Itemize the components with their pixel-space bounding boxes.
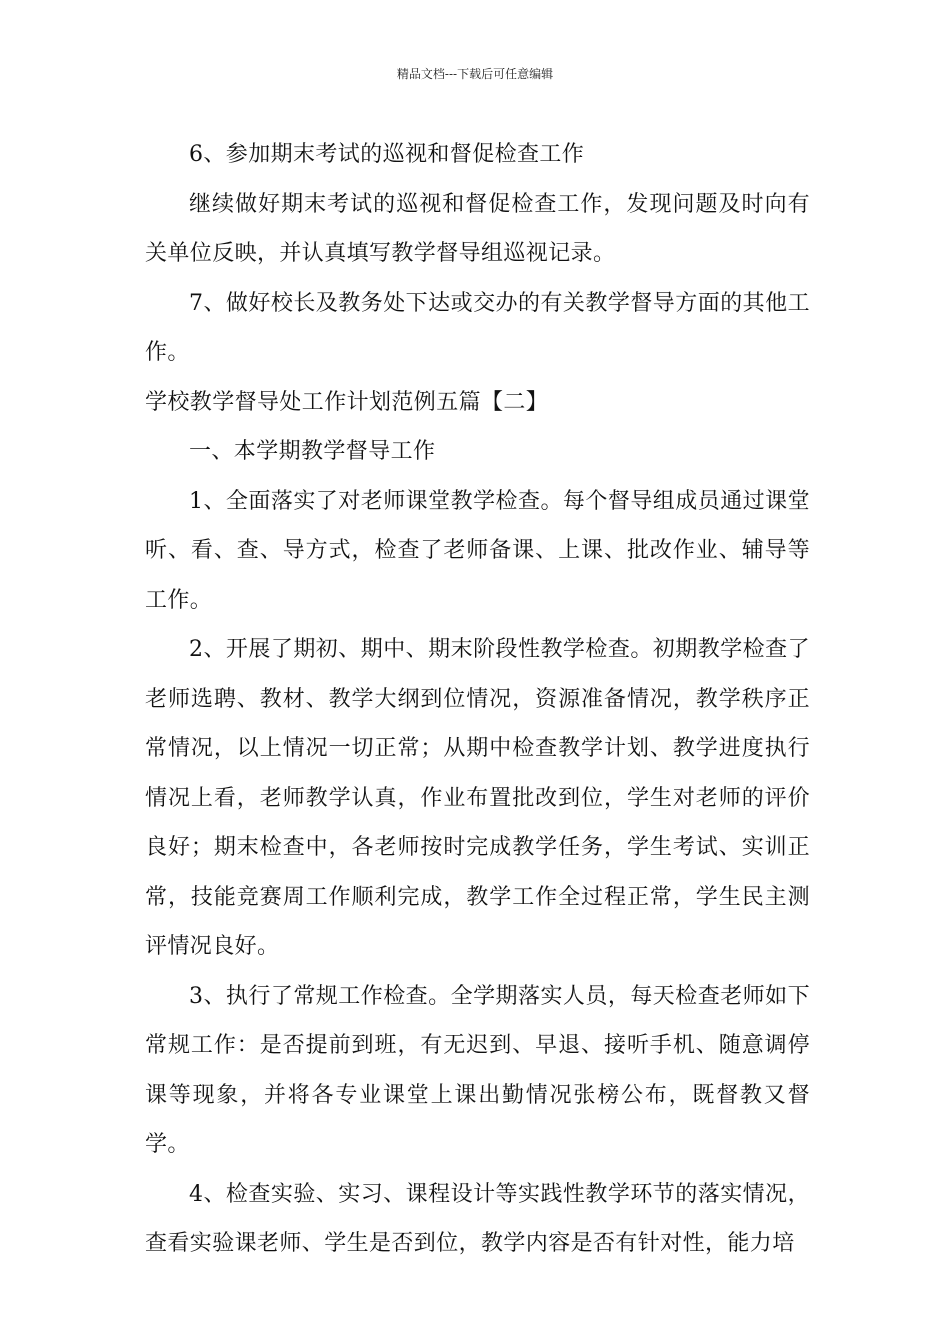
document-body (145, 130, 810, 1269)
subsection-heading: 一、本学期教学督导工作 (189, 439, 436, 464)
paragraph-item-7: 7、做好校长及教务处下达或交办的有关教学督导方面的其他工作。 (145, 290, 810, 365)
paragraph-point-3: 3、执行了常规工作检查。全学期落实人员，每天检查老师如下常规工作：是否提前到班，有无迟到、早退、接听手机、随意调停课等现象，并将各专业课堂上课出勤情况张榜公布，既督教又督学。 (145, 983, 810, 1157)
paragraph-point-2: 2、开展了期初、期中、期末阶段性教学检查。初期教学检查了老师选聘、教材、教学大纲到位情况，资源准备情况，教学秩序正常情况，以上情况一切正常；从期中检查教学计划、教学进度执行情况上看，老师教学认真，作业布置批改到位，学生对老师的评价良好；期末检查中，各老师按时完成教学任务，学生考试、实训正常，技能竞赛周工作顺利完成，教学工作全过程正常，学生民主测评情况良好。 (145, 637, 810, 959)
page-header: 精品文档---下载后可任意编辑 (396, 67, 554, 81)
paragraph-point-4: 4、检查实验、实习、课程设计等实践性教学环节的落实情况，查看实验课老师、学生是否到位，教学内容是否有针对性，能力培 (145, 1181, 810, 1256)
paragraph-item-6-heading: 6、参加期末考试的巡视和督促检查工作 (189, 142, 585, 167)
section-title: 学校教学督导处工作计划范例五篇【二】 (145, 389, 549, 415)
paragraph-item-6-body: 继续做好期末考试的巡视和督促检查工作，发现问题及时向有关单位反映，并认真填写教学督导组巡视记录。 (145, 191, 810, 266)
paragraph-point-1: 1、全面落实了对老师课堂教学检查。每个督导组成员通过课堂听、看、查、导方式，检查了老师备课、上课、批改作业、辅导等工作。 (145, 488, 810, 613)
